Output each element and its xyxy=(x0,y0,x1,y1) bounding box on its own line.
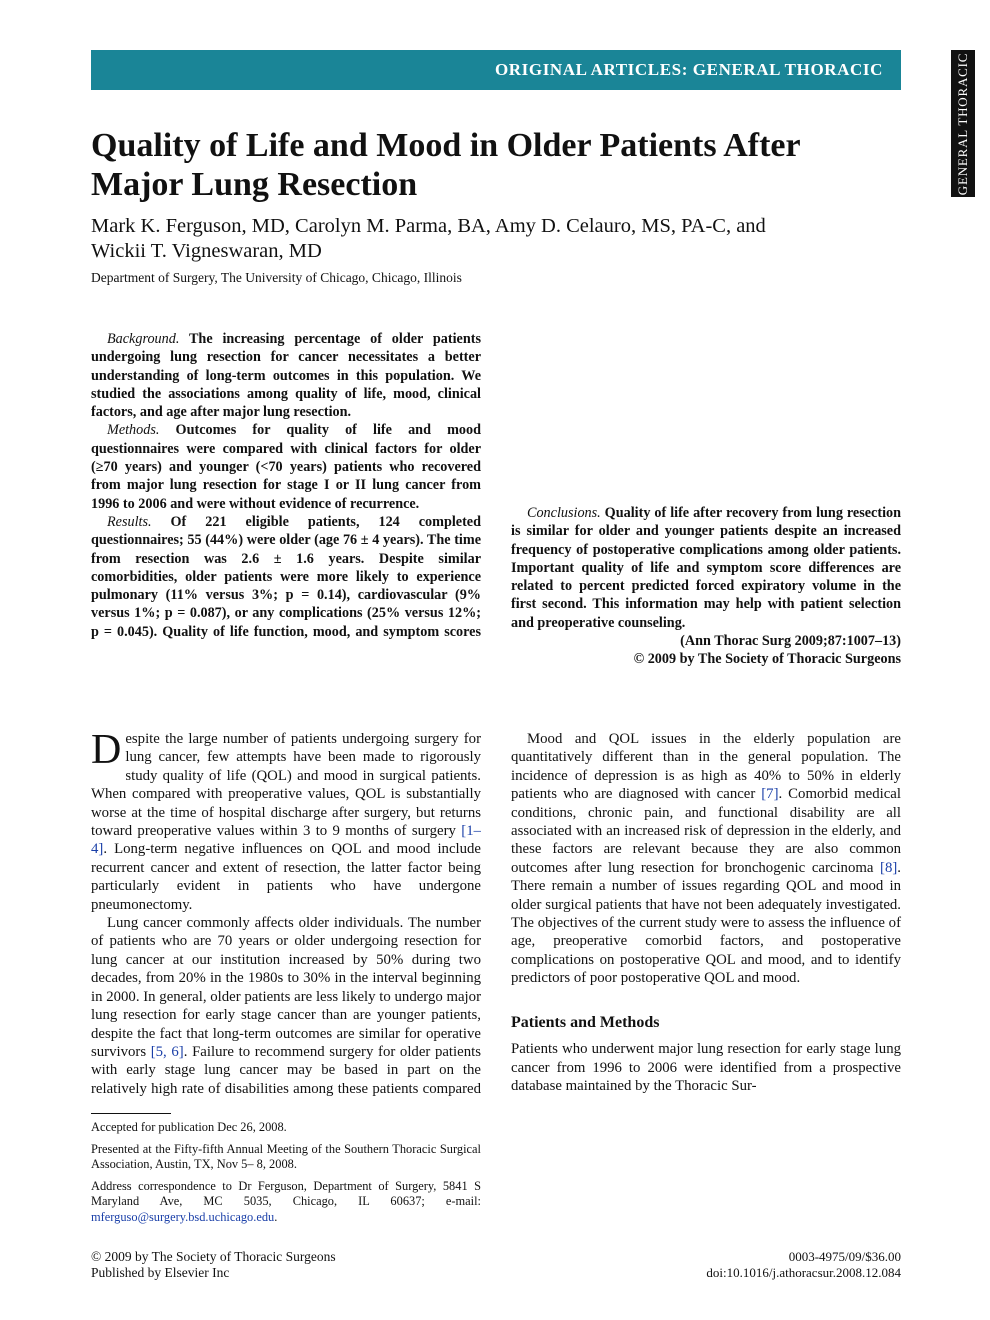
footnote-accepted: Accepted for publication Dec 26, 2008. xyxy=(91,1120,287,1134)
body-left-column xyxy=(91,730,481,1100)
drop-cap: D xyxy=(91,730,122,773)
abstract-results: Results. Of 221 eligible patients, 124 completed questionnaires; 55 (44%) were older (age 76 ± 4 years). The time from resection was 2.6 ± 1.6 years. Despite similar comorbidities, older patients were more likely to experience pulmonary (11% versus 3%; p = 0.14), cardiovascular (9% versus 1%; p = 0.087), or any complications (25% versus 12%; p = 0.045). Quality of life function, mood, and symptom scores xyxy=(91,513,481,640)
footer-issn: 0003-4975/09/$36.00 xyxy=(788,1249,901,1264)
intro-paragraph-1: Despite the large number of patients undergoing surgery for lung cancer, few attempts have been made to rigorously study quality of life (QOL) and mood in surgical patients. When compared with preoperative values, QOL is substantially worse at the time of hospital discharge after surgery, but returns toward preoperative values within 3 to 9 months of surgery [1– 4]. Long-term negative influences on QOL and mood include recurrent cancer and extent of resection, the latter factor being particularly evident in patients who have undergone pneumonectomy. xyxy=(91,730,481,913)
abstract-methods: Methods. Outcomes for quality of life and mood questionnaires were compared with clinical factors for older (≥70 years) and younger (<70 years) patients who recovered from major lung resection for stage I or II lung cancer from 1996 to 2006 and were without evidence of recurrence. xyxy=(91,422,481,512)
reference-link[interactable]: [8] xyxy=(880,859,898,876)
footnote-divider xyxy=(91,1113,171,1114)
abstract-right-column xyxy=(511,330,901,669)
side-tab xyxy=(951,50,975,197)
abstract-copyright: © 2009 by The Society of Thoracic Surgeons xyxy=(633,651,901,668)
reference-link[interactable]: [7] xyxy=(761,786,779,803)
abstract-conclusions: Conclusions. Quality of life after recovery from lung resection is similar for older and younger patients despite an increased frequency of postoperative complications among older patients. Important quality of life and symptom score differences are related to percent predicted forced expiratory volume in the first second. This information may help with patient selection and preoperative counseling. xyxy=(511,505,901,631)
reference-link[interactable]: [1– 4] xyxy=(91,823,481,858)
section-banner xyxy=(91,50,901,90)
article-title: Quality of Life and Mood in Older Patients After Major Lung Resection xyxy=(91,127,800,203)
footnote-address: Address correspondence to Dr Ferguson, Department of Surgery, 5841 S Maryland Ave, MC 5035, Chicago, IL 60637; e-mail: mferguso@surgery.bsd.uchicago.edu. xyxy=(91,1178,481,1224)
footnotes xyxy=(91,1120,481,1232)
section-label: ORIGINAL ARTICLES: GENERAL THORACIC xyxy=(494,60,883,79)
reference-link[interactable]: [5, 6] xyxy=(150,1043,184,1060)
abstract-background: Background. The increasing percentage of older patients undergoing lung resection for cancer necessitates a better understanding of long-term outcomes in this population. We studied the associations among quality of life, mood, clinical factors, and age after major lung resection. xyxy=(91,331,481,421)
affiliation: Department of Surgery, The University of Chicago, Chicago, Illinois xyxy=(91,270,462,285)
intro-paragraph-2: Lung cancer commonly affects older individuals. The number of patients who are 70 years or older undergoing resection for lung cancer at our institution increased by 50% during two decades, from 20% in the 1980s to 30% in the interval beginning in 2000. In general, older patients are less likely to undergo major lung resection for early stage cancer than are younger patients, despite the fact that long-term outcomes are similar for operative survivors [5, 6]. Failure to recommend surgery for older patients with early stage lung cancer may be based in part on the relatively high rate of disabilities among these patients compared xyxy=(91,915,481,1097)
body-right-column xyxy=(511,730,901,1095)
authors-line-1: Mark K. Ferguson, MD, Carolyn M. Parma, BA, Amy D. Celauro, MS, PA-C, and xyxy=(91,215,766,237)
footer-left xyxy=(91,1249,336,1281)
footer-doi: doi:10.1016/j.athoracsur.2008.12.084 xyxy=(706,1265,901,1280)
email-link[interactable]: mferguso@surgery.bsd.uchicago.edu xyxy=(91,1209,275,1224)
author-list xyxy=(91,214,871,264)
side-tab-label: GENERAL THORACIC xyxy=(955,52,970,195)
footer-copyright: © 2009 by The Society of Thoracic Surgeons xyxy=(91,1249,336,1264)
journal-citation: (Ann Thorac Surg 2009;87:1007–13) xyxy=(680,633,901,650)
intro-paragraph-3: Mood and QOL issues in the elderly population are quantitatively different than in the general population. The incidence of depression is as high as 40% to 50% in elderly patients who are diagnosed with cancer [7]. Comorbid medical conditions, chronic pain, and functional disability are all associated with an increased risk of depression in the elderly, and these factors are relevant because they are also common outcomes after lung resection for bronchogenic carcinoma [8]. There remain a number of issues regarding QOL and mood in older surgical patients that have not been adequately investigated. The objectives of the current study were to assess the influence of age, preoperative comorbid factors, and postoperative complications on postoperative QOL and mood, and to identify predictors of poor postoperative QOL and mood. xyxy=(511,731,901,987)
methods-paragraph-1: Patients who underwent major lung resection for early stage lung cancer from 1996 to 2006 were identified from a prospective database maintained by the Thoracic Sur- xyxy=(511,1041,901,1094)
footnote-presented: Presented at the Fifty-fifth Annual Meeting of the Southern Thoracic Surgical Association, Austin, TX, Nov 5– 8, 2008. xyxy=(91,1141,481,1172)
abstract-left-column xyxy=(91,330,481,641)
footer-publisher: Published by Elsevier Inc xyxy=(91,1265,230,1280)
section-heading: Patients and Methods xyxy=(511,1013,660,1031)
footer-right xyxy=(706,1249,901,1281)
authors-line-2: Wickii T. Vigneswaran, MD xyxy=(91,240,322,262)
